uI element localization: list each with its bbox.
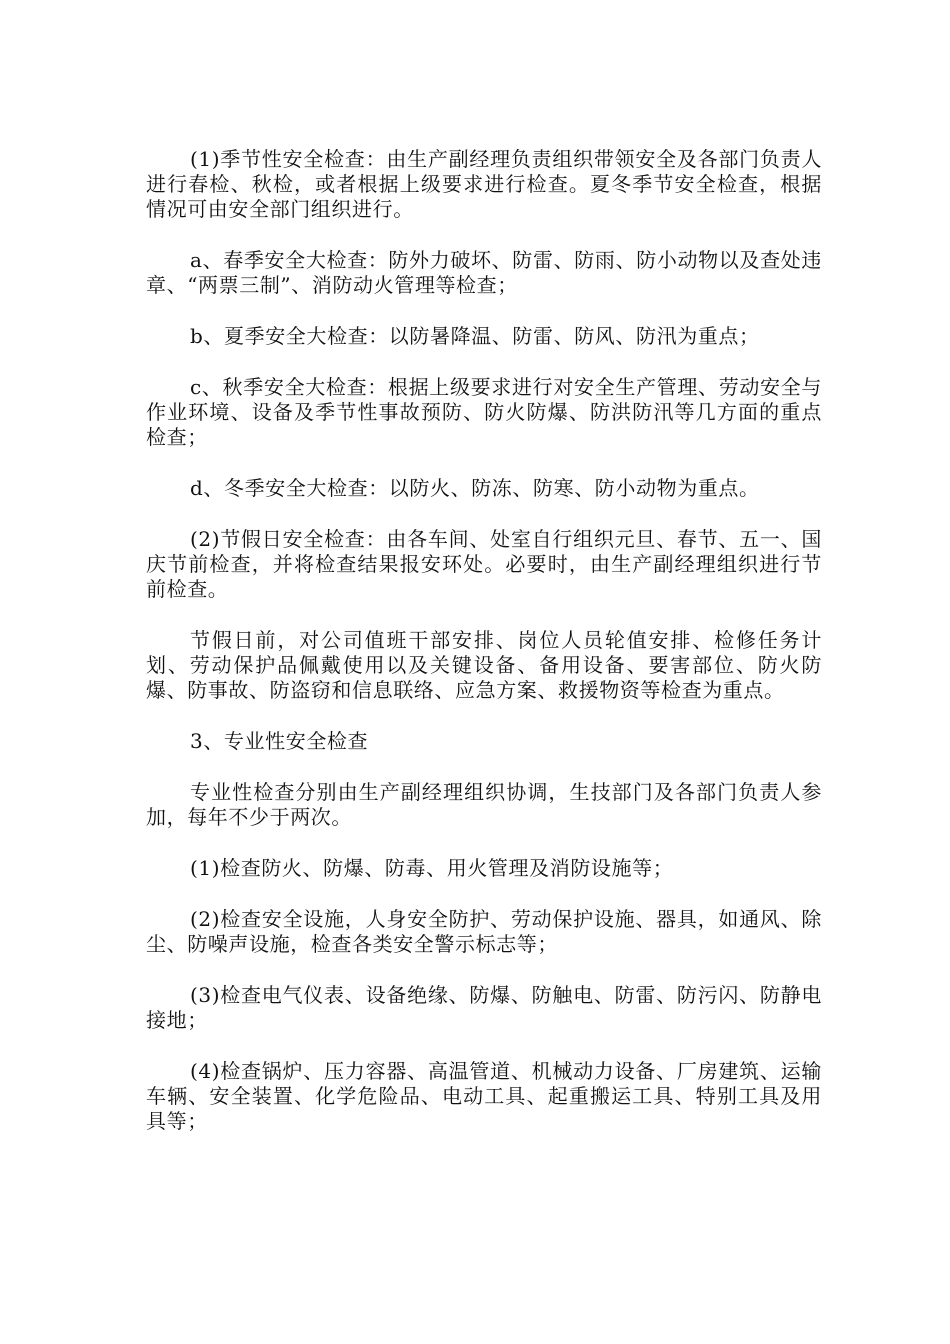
paragraph-winter-inspection: d、冬季安全大检查：以防火、防冻、防寒、防小动物为重点。 — [190, 476, 760, 500]
section-heading-professional-inspection: 3、专业性安全检查 — [190, 729, 369, 753]
paragraph-pre-holiday-focus: 节假日前，对公司值班干部安排、岗位人员轮值安排、检修任务计划、劳动保护品佩戴使用以及关键设备、备用设备、要害部位、防火防爆、防事故、防盗窃和信息联络、应急方案、救援物资等检查为重点。 — [146, 628, 822, 702]
paragraph-summer-inspection: b、夏季安全大检查：以防暑降温、防雷、防风、防汛为重点； — [190, 324, 760, 348]
list-item-equipment: (4)检查锅炉、压力容器、高温管道、机械动力设备、厂房建筑、运输车辆、安全装置、化学危险品、电动工具、起重搬运工具、特别工具及用具等； — [146, 1059, 822, 1133]
document-body — [146, 147, 822, 1160]
paragraph-holiday-inspection: (2)节假日安全检查：由各车间、处室自行组织元旦、春节、五一、国庆节前检查，并将检查结果报安环处。必要时，由生产副经理组织进行节前检查。 — [146, 527, 822, 601]
paragraph-professional-overview: 专业性检查分别由生产副经理组织协调，生技部门及各部门负责人参加，每年不少于两次。 — [146, 780, 822, 829]
paragraph-autumn-inspection: c、秋季安全大检查：根据上级要求进行对安全生产管理、劳动安全与作业环境、设备及季节性事故预防、防火防爆、防洪防汛等几方面的重点检查； — [146, 375, 822, 449]
list-item-electrical: (3)检查电气仪表、设备绝缘、防爆、防触电、防雷、防污闪、防静电接地； — [146, 983, 822, 1032]
paragraph-spring-inspection: a、春季安全大检查：防外力破坏、防雷、防雨、防小动物以及查处违章、“两票三制”、消防动火管理等检查； — [146, 248, 822, 297]
list-item-safety-facilities: (2)检查安全设施，人身安全防护、劳动保护设施、器具，如通风、除尘、防噪声设施，检查各类安全警示标志等； — [146, 907, 822, 956]
list-item-fire-explosion: (1)检查防火、防爆、防毒、用火管理及消防设施等； — [190, 856, 674, 880]
paragraph-seasonal-inspection: (1)季节性安全检查：由生产副经理负责组织带领安全及各部门负责人进行春检、秋检，或者根据上级要求进行检查。夏冬季节安全检查，根据情况可由安全部门组织进行。 — [146, 147, 822, 221]
